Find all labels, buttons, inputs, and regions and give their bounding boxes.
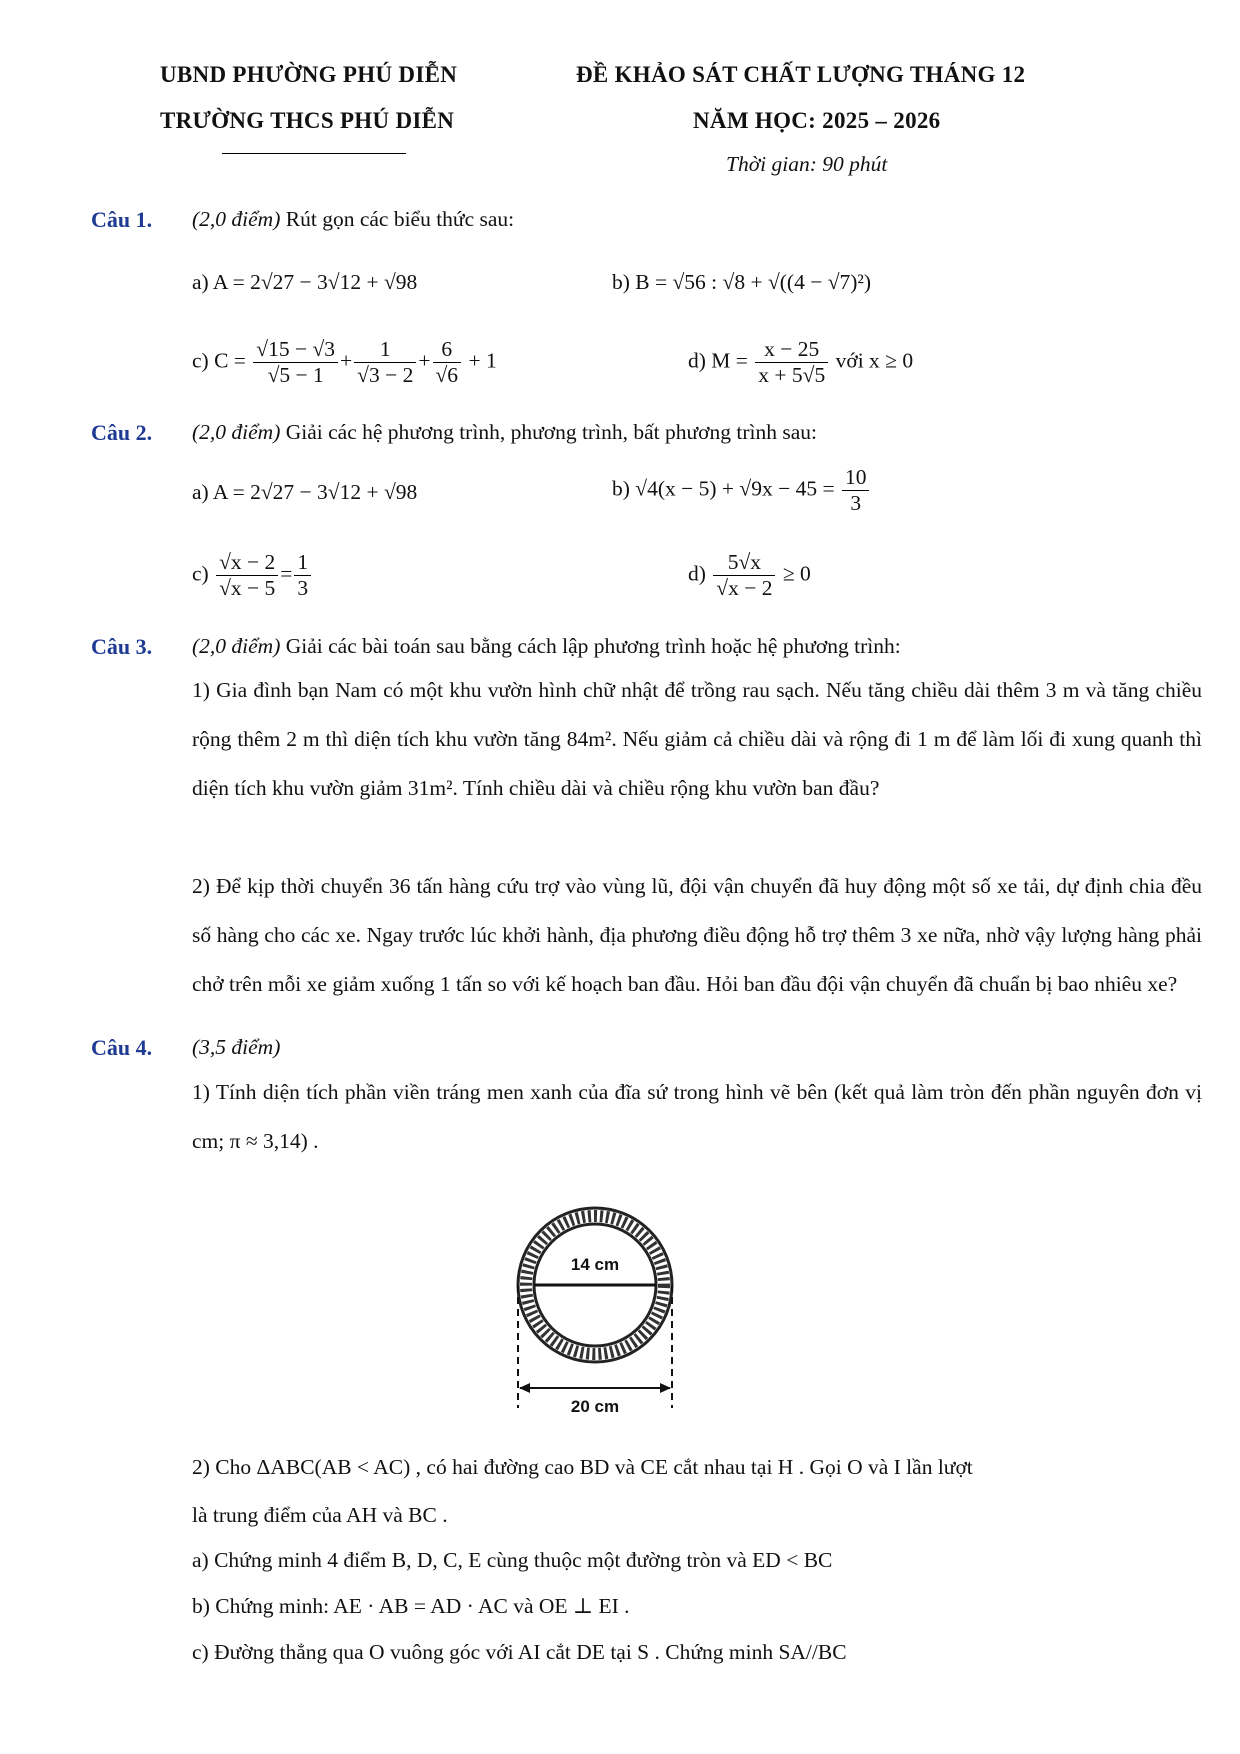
q4-part-b: b) Chứng minh: AE · AB = AD · AC và OE ⊥ EI . [192, 1594, 630, 1618]
q1-c-label: c) C = [192, 348, 246, 373]
question-2-label: Câu 2. [91, 420, 153, 445]
q1-c-fraction-3 [433, 337, 462, 388]
q2-c-rhs-fraction [294, 550, 311, 601]
q2-d-label: d) [688, 561, 706, 586]
q4-problem-1: 1) Tính diện tích phần viền tráng men xanh của đĩa sứ trong hình vẽ bên (kết quả làm tròn đến phần nguyên đơn vị cm; π ≈ 3,14) . [192, 1080, 1202, 1153]
question-1-prompt [192, 207, 514, 233]
outer-arrow-right [660, 1383, 671, 1393]
q2-part-c: c) $\frac{√x - 2}{√x - 5}$ = $\frac{1}{3}$ [192, 550, 313, 601]
question-3-text: Giải các bài toán sau bằng cách lập phương trình hoặc hệ phương trình: [280, 634, 901, 658]
question-3-points: (2,0 điểm) [192, 634, 281, 658]
question-3-label: Câu 3. [91, 634, 153, 659]
q2-b-den: 3 [850, 491, 862, 515]
q2-c-fraction [216, 550, 278, 601]
q1-d-label: d) M = [688, 348, 748, 373]
q2-part-a: a) A = 2√27 − 3√12 + √98 [192, 480, 418, 504]
q2-b-label: b) √4(x − 5) + √9x − 45 = [612, 476, 835, 501]
outer-arrow-left [519, 1383, 530, 1393]
q4-part-c: c) Đường thẳng qua O vuông góc với AI cắt DE tại S . Chứng minh SA//BC [192, 1640, 847, 1664]
q1-c-f1-num: √15 − √3 [253, 337, 338, 363]
q1-d-tail: với x ≥ 0 [835, 348, 914, 373]
exam-title: ĐỀ KHẢO SÁT CHẤT LƯỢNG THÁNG 12 [576, 62, 1026, 87]
q1-c-f2-num: 1 [354, 337, 416, 363]
q2-c-rhs-den: 3 [297, 576, 309, 600]
q1-part-d [688, 337, 913, 388]
q2-c-label: c) [192, 561, 209, 586]
question-1-points: (2,0 điểm) [192, 207, 281, 231]
question-1-text: Rút gọn các biểu thức sau: [280, 207, 515, 231]
exam-duration: Thời gian: 90 phút [726, 152, 888, 176]
q2-b-fraction [842, 465, 870, 516]
plate-figure [460, 1190, 740, 1430]
q1-part-c: c) C = $\frac{√15 - √3}{√5 - 1}$ + $\frac{1}{√3 - 2}$ + $\frac{6}{√6}$ + 1 [192, 337, 497, 387]
question-1-label: Câu 1. [91, 207, 153, 232]
q2-d-tail: ≥ 0 [782, 561, 811, 586]
q4-part-a: a) Chứng minh 4 điểm B, D, C, E cùng thuộc một đường tròn và ED < BC [192, 1548, 833, 1572]
q2-part-d [688, 550, 811, 601]
header-underline [222, 153, 406, 154]
inner-diameter-label: 14 cm [570, 1255, 620, 1274]
q1-c-f2-den: √3 − 2 [357, 363, 414, 387]
q1-c-fraction-2 [354, 337, 416, 388]
question-2-points: (2,0 điểm) [192, 420, 281, 444]
q1-c-f3-den: √6 [435, 363, 459, 387]
question-4-points: (3,5 điểm) [192, 1035, 281, 1059]
q1-part-b: b) B = √56 : √8 + √((4 − √7)²) [612, 270, 872, 294]
q4-problem-2-line2: là trung điểm của AH và BC . [192, 1503, 448, 1527]
q2-c-rhs-num: 1 [294, 550, 311, 576]
q1-d-num: x − 25 [755, 337, 828, 363]
q2-part-b [612, 465, 871, 516]
outer-diameter-label: 20 cm [570, 1397, 620, 1416]
q2-c-den: √x − 5 [219, 576, 276, 600]
question-3-prompt [192, 634, 901, 660]
q2-b-num: 10 [842, 465, 870, 491]
q1-d-fraction [755, 337, 828, 388]
q1-d-den: x + 5√5 [758, 363, 826, 387]
school-year: NĂM HỌC: 2025 – 2026 [693, 108, 941, 133]
q1-part-a: a) A = 2√27 − 3√12 + √98 [192, 270, 418, 294]
q3-problem-1: 1) Gia đình bạn Nam có một khu vườn hình chữ nhật để trồng rau sạch. Nếu tăng chiều dài thêm 3 m và tăng chiều rộng thêm 2 m thì diện tích khu vườn tăng 84m². Nếu giảm cả chiều dài và rộng đi 1 m để làm lối đi xung quanh thì diện tích khu vườn giảm 31m². Tính chiều dài và chiều rộng khu vườn ban đầu? [192, 678, 1202, 800]
q1-c-f1-den: √5 − 1 [267, 363, 324, 387]
school-name: TRƯỜNG THCS PHÚ DIỄN [160, 108, 455, 133]
question-2-text: Giải các hệ phương trình, phương trình, bất phương trình sau: [280, 420, 817, 444]
school-authority: UBND PHƯỜNG PHÚ DIỄN [160, 62, 458, 87]
question-4-prompt [192, 1035, 280, 1061]
q1-c-f3-num: 6 [433, 337, 462, 363]
q3-problem-2: 2) Để kịp thời chuyển 36 tấn hàng cứu trợ vào vùng lũ, đội vận chuyển đã huy động một số xe tải, dự định chia đều số hàng cho các xe. Ngay trước lúc khởi hành, địa phương điều động hỗ trợ thêm 3 xe nữa, nhờ vậy lượng hàng phải chở trên mỗi xe giảm xuống 1 tấn so với kế hoạch ban đầu. Hỏi ban đầu đội vận chuyển đã chuẩn bị bao nhiêu xe? [192, 874, 1202, 996]
q1-c-fraction-1 [253, 337, 338, 388]
q2-d-num: 5√x [713, 550, 775, 576]
question-2-prompt [192, 420, 817, 446]
q2-d-fraction [713, 550, 775, 601]
q2-d-den: √x − 2 [716, 576, 773, 600]
question-4-label: Câu 4. [91, 1035, 153, 1060]
q2-c-num: √x − 2 [216, 550, 278, 576]
q1-c-tail: + 1 [468, 348, 497, 373]
q4-problem-2-line1: 2) Cho ΔABC(AB < AC) , có hai đường cao BD và CE cắt nhau tại H . Gọi O và I lần lượt [192, 1455, 973, 1479]
